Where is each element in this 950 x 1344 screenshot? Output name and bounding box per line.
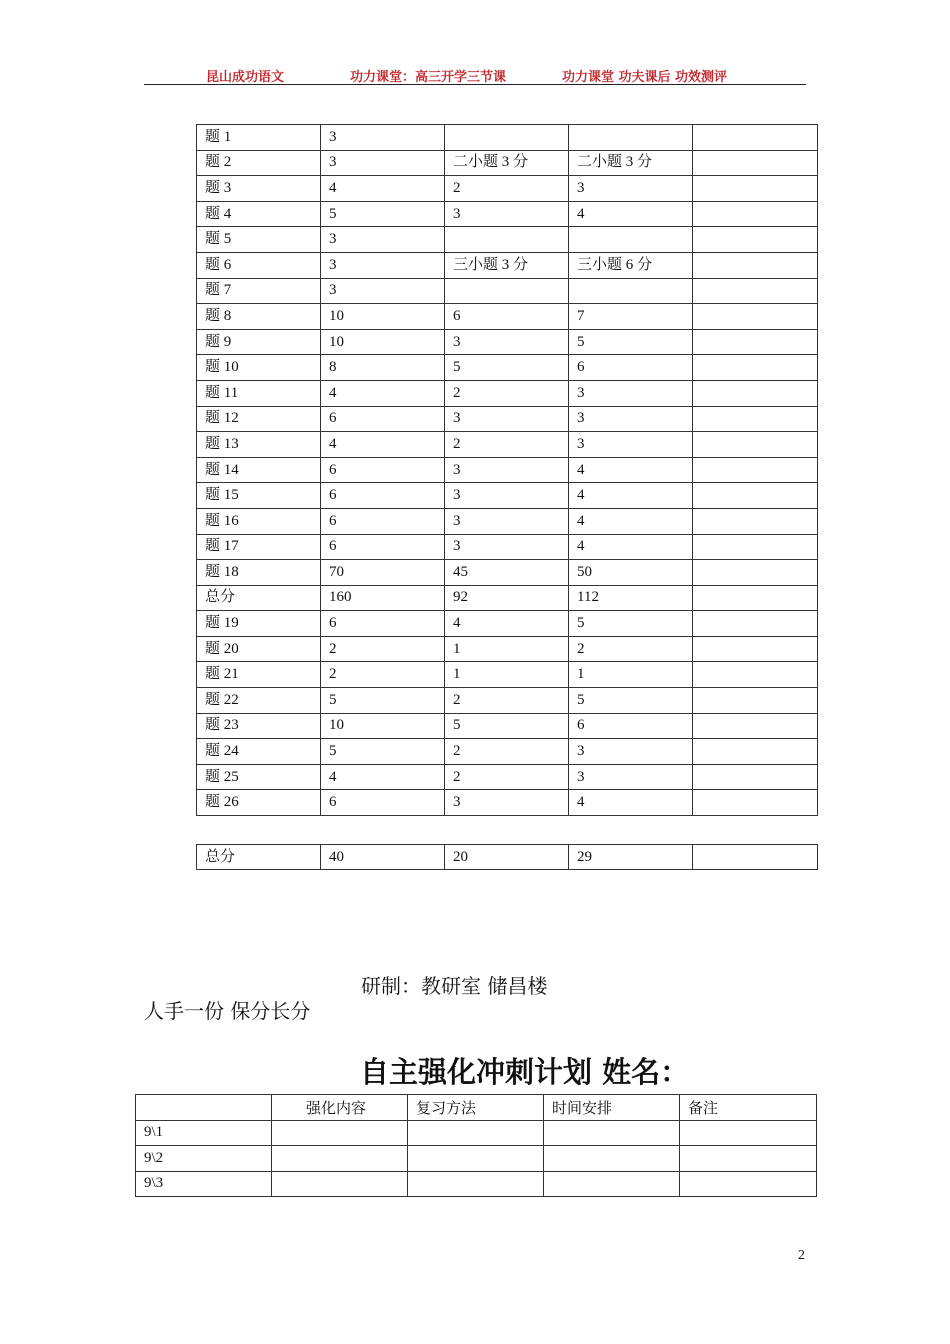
page-number: 2 <box>798 1248 805 1263</box>
table-cell: 6 <box>321 790 445 816</box>
table-cell: 5 <box>569 611 693 637</box>
table-row <box>197 611 818 637</box>
table-row <box>197 790 818 816</box>
table-cell: 题 6 <box>197 252 321 278</box>
table-cell <box>693 380 818 406</box>
table-row <box>197 560 818 586</box>
table-row <box>197 713 818 739</box>
table-cell: 3 <box>445 329 569 355</box>
table-cell <box>693 432 818 458</box>
table-row <box>197 585 818 611</box>
table-cell: 三小题 3 分 <box>445 252 569 278</box>
table-cell: 2 <box>445 739 569 765</box>
table-cell: 题 5 <box>197 227 321 253</box>
table-cell: 4 <box>321 380 445 406</box>
table-cell: 题 2 <box>197 150 321 176</box>
table-cell: 题 13 <box>197 432 321 458</box>
plan-cell <box>272 1120 408 1146</box>
plan-cell <box>680 1171 817 1197</box>
table-cell: 10 <box>321 329 445 355</box>
table-cell: 4 <box>321 176 445 202</box>
table-cell: 题 12 <box>197 406 321 432</box>
table-row <box>197 406 818 432</box>
table-cell: 6 <box>321 483 445 509</box>
table-row <box>197 380 818 406</box>
plan-cell: 9\1 <box>136 1120 272 1146</box>
table-cell: 题 18 <box>197 560 321 586</box>
table-cell: 4 <box>569 534 693 560</box>
research-credit: 研制：教研室 储昌楼 <box>361 974 548 998</box>
plan-cell <box>680 1120 817 1146</box>
table-row <box>197 227 818 253</box>
table-cell: 45 <box>445 560 569 586</box>
table-cell: 3 <box>445 790 569 816</box>
table-cell <box>693 201 818 227</box>
table-cell <box>693 150 818 176</box>
table-cell: 题 10 <box>197 355 321 381</box>
table-row <box>197 739 818 765</box>
table-cell: 70 <box>321 560 445 586</box>
table-cell: 题 26 <box>197 790 321 816</box>
page-header <box>144 66 806 85</box>
table-cell: 6 <box>569 713 693 739</box>
table-cell: 3 <box>321 227 445 253</box>
table-cell: 3 <box>569 406 693 432</box>
table-cell: 2 <box>569 636 693 662</box>
table-cell: 题 24 <box>197 739 321 765</box>
table-cell: 2 <box>445 380 569 406</box>
table-cell: 总分 <box>197 845 321 870</box>
table-cell: 3 <box>445 457 569 483</box>
table-cell: 2 <box>445 176 569 202</box>
table-cell <box>693 483 818 509</box>
table-row <box>197 688 818 714</box>
table-cell: 二小题 3 分 <box>445 150 569 176</box>
table-cell: 6 <box>321 508 445 534</box>
table-cell: 3 <box>569 176 693 202</box>
plan-cell <box>544 1171 680 1197</box>
table-cell: 92 <box>445 585 569 611</box>
table-cell: 3 <box>321 252 445 278</box>
table-cell: 题 20 <box>197 636 321 662</box>
table-cell: 29 <box>569 845 693 870</box>
table-row <box>197 457 818 483</box>
table-cell: 总分 <box>197 585 321 611</box>
table-cell: 三小题 6 分 <box>569 252 693 278</box>
table-cell: 20 <box>445 845 569 870</box>
table-cell: 6 <box>569 355 693 381</box>
table-cell: 2 <box>321 636 445 662</box>
table-cell: 160 <box>321 585 445 611</box>
score-table <box>196 124 818 816</box>
table-cell: 40 <box>321 845 445 870</box>
table-cell: 5 <box>445 713 569 739</box>
table-cell: 题 21 <box>197 662 321 688</box>
table-cell: 5 <box>321 688 445 714</box>
table-cell <box>693 662 818 688</box>
table-cell <box>693 790 818 816</box>
table-cell <box>445 125 569 151</box>
table-cell: 112 <box>569 585 693 611</box>
total-row <box>197 845 818 870</box>
table-cell: 题 16 <box>197 508 321 534</box>
table-cell: 3 <box>445 534 569 560</box>
plan-header-cell <box>136 1095 272 1121</box>
table-cell: 5 <box>321 201 445 227</box>
table-cell: 4 <box>569 457 693 483</box>
table-cell <box>693 611 818 637</box>
table-cell: 3 <box>569 380 693 406</box>
table-cell: 6 <box>321 534 445 560</box>
plan-row <box>136 1120 817 1146</box>
table-cell: 4 <box>569 483 693 509</box>
table-cell: 3 <box>321 125 445 151</box>
table-cell: 题 9 <box>197 329 321 355</box>
table-cell <box>693 252 818 278</box>
plan-cell <box>272 1146 408 1172</box>
table-cell: 8 <box>321 355 445 381</box>
table-cell <box>693 457 818 483</box>
plan-cell <box>680 1146 817 1172</box>
table-cell: 6 <box>445 304 569 330</box>
table-row <box>197 636 818 662</box>
plan-cell <box>272 1171 408 1197</box>
table-cell: 1 <box>569 662 693 688</box>
table-cell: 3 <box>569 432 693 458</box>
table-row <box>197 252 818 278</box>
table-row <box>197 764 818 790</box>
table-cell: 3 <box>569 739 693 765</box>
header-left: 昆山成功语文 <box>206 70 285 85</box>
table-cell: 4 <box>569 508 693 534</box>
table-cell <box>693 739 818 765</box>
plan-header-cell: 复习方法 <box>408 1095 544 1121</box>
plan-cell <box>408 1171 544 1197</box>
plan-cell: 9\3 <box>136 1171 272 1197</box>
plan-cell <box>544 1120 680 1146</box>
table-cell: 5 <box>569 329 693 355</box>
table-row <box>197 355 818 381</box>
header-middle: 功力课堂：高三开学三节课 <box>350 70 507 85</box>
table-cell: 2 <box>445 432 569 458</box>
plan-header-cell: 备注 <box>680 1095 817 1121</box>
table-cell <box>569 278 693 304</box>
table-cell: 3 <box>445 406 569 432</box>
table-cell: 3 <box>445 201 569 227</box>
table-cell: 4 <box>321 432 445 458</box>
table-cell <box>693 764 818 790</box>
table-cell: 题 8 <box>197 304 321 330</box>
table-cell: 题 23 <box>197 713 321 739</box>
table-cell: 2 <box>445 688 569 714</box>
table-cell: 2 <box>445 764 569 790</box>
table-cell: 题 22 <box>197 688 321 714</box>
table-cell: 3 <box>321 150 445 176</box>
table-row <box>197 508 818 534</box>
table-cell: 5 <box>445 355 569 381</box>
total-score-table <box>196 844 818 870</box>
table-cell: 10 <box>321 304 445 330</box>
table-cell <box>445 278 569 304</box>
table-cell <box>693 713 818 739</box>
table-cell: 题 14 <box>197 457 321 483</box>
plan-title: 自主强化冲刺计划 姓名： <box>360 1055 690 1089</box>
table-cell <box>693 534 818 560</box>
table-cell: 6 <box>321 406 445 432</box>
table-cell <box>569 227 693 253</box>
table-cell <box>693 508 818 534</box>
table-row <box>197 329 818 355</box>
table-cell: 题 3 <box>197 176 321 202</box>
plan-header-cell: 强化内容 <box>272 1095 408 1121</box>
plan-header-row <box>136 1095 817 1121</box>
table-cell: 6 <box>321 457 445 483</box>
plan-row <box>136 1171 817 1197</box>
table-cell <box>693 227 818 253</box>
table-cell: 题 1 <box>197 125 321 151</box>
table-cell: 题 4 <box>197 201 321 227</box>
plan-header-cell: 时间安排 <box>544 1095 680 1121</box>
table-row <box>197 432 818 458</box>
slogan: 人手一份 保分长分 <box>144 999 311 1023</box>
table-cell: 题 7 <box>197 278 321 304</box>
table-cell <box>693 125 818 151</box>
table-cell: 3 <box>321 278 445 304</box>
table-row <box>197 662 818 688</box>
table-cell <box>693 406 818 432</box>
table-cell: 3 <box>445 508 569 534</box>
table-cell <box>693 560 818 586</box>
plan-cell <box>544 1146 680 1172</box>
table-cell: 3 <box>445 483 569 509</box>
table-cell: 1 <box>445 636 569 662</box>
table-cell: 题 19 <box>197 611 321 637</box>
table-row <box>197 304 818 330</box>
table-cell <box>693 176 818 202</box>
table-cell: 4 <box>321 764 445 790</box>
table-cell <box>693 304 818 330</box>
table-cell <box>693 688 818 714</box>
table-row <box>197 534 818 560</box>
table-cell <box>693 585 818 611</box>
plan-row <box>136 1146 817 1172</box>
table-cell: 题 17 <box>197 534 321 560</box>
table-row <box>197 176 818 202</box>
table-cell: 5 <box>569 688 693 714</box>
plan-cell <box>408 1146 544 1172</box>
table-cell: 3 <box>569 764 693 790</box>
table-cell: 5 <box>321 739 445 765</box>
table-cell: 1 <box>445 662 569 688</box>
table-cell <box>693 278 818 304</box>
table-cell: 50 <box>569 560 693 586</box>
table-row <box>197 278 818 304</box>
table-cell: 二小题 3 分 <box>569 150 693 176</box>
table-cell: 10 <box>321 713 445 739</box>
table-cell: 4 <box>569 790 693 816</box>
table-row <box>197 201 818 227</box>
table-row <box>197 150 818 176</box>
table-cell: 题 15 <box>197 483 321 509</box>
table-cell <box>693 845 818 870</box>
table-cell: 4 <box>445 611 569 637</box>
plan-cell: 9\2 <box>136 1146 272 1172</box>
plan-table <box>135 1094 817 1197</box>
table-cell: 4 <box>569 201 693 227</box>
table-cell: 2 <box>321 662 445 688</box>
table-row <box>197 125 818 151</box>
table-cell <box>569 125 693 151</box>
table-row <box>197 483 818 509</box>
table-cell: 题 25 <box>197 764 321 790</box>
header-right: 功力课堂 功夫课后 功效测评 <box>562 70 728 85</box>
table-cell: 题 11 <box>197 380 321 406</box>
table-cell <box>445 227 569 253</box>
table-cell: 6 <box>321 611 445 637</box>
table-cell: 7 <box>569 304 693 330</box>
table-cell <box>693 355 818 381</box>
table-cell <box>693 329 818 355</box>
plan-cell <box>408 1120 544 1146</box>
table-cell <box>693 636 818 662</box>
